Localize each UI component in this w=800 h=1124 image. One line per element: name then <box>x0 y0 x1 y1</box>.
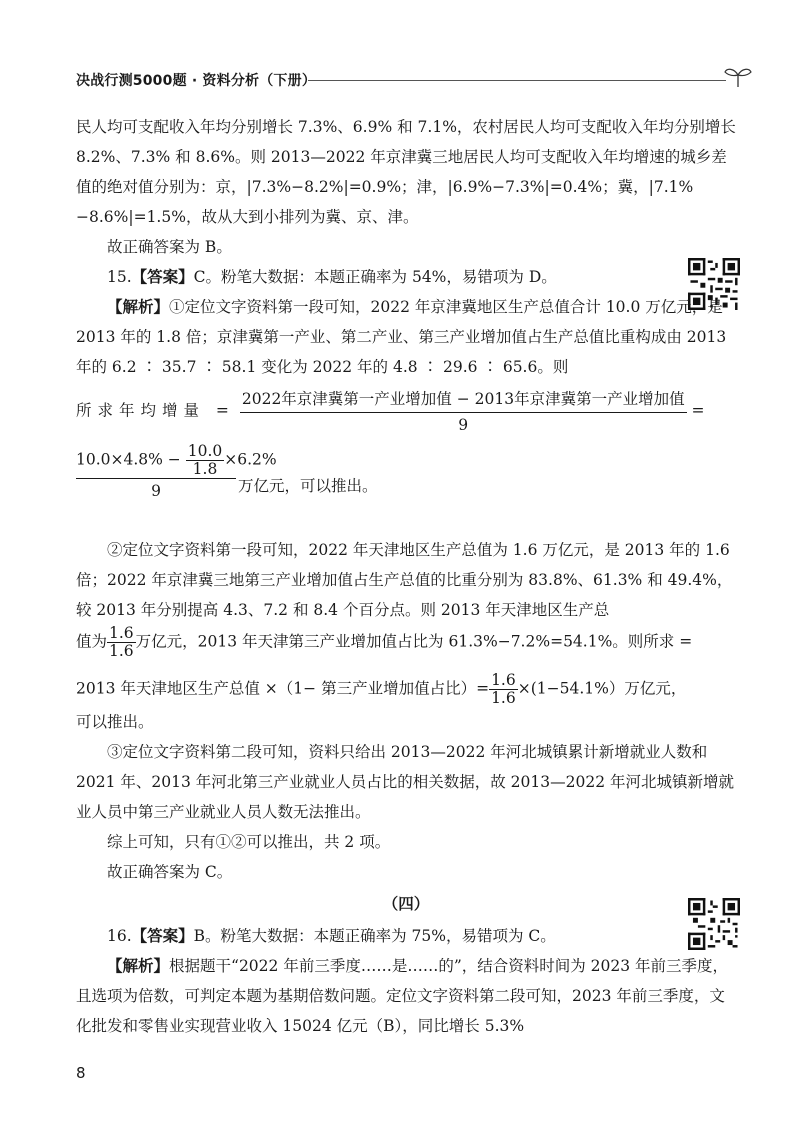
q15-number: 15. <box>107 268 132 286</box>
q15-answer-text: C。粉笔大数据：本题正确率为 54%，易错项为 D。 <box>193 268 557 286</box>
fraction-numerator: 1.6 <box>491 671 516 689</box>
header-rule <box>308 80 726 81</box>
paragraph: 民人均可支配收入年均分别增长 7.3%、6.9% 和 7.1%，农村居民人均可支配收入年均分别增长 8.2%、7.3% 和 8.6%。则 2013—2022 年京津冀三地居民人均可支配收入年均增速的城乡差值的绝对值分别为：京，|7.3%−8.2%|=0.9%；津，|6.9%−7.3%|=0.4%；冀，|7.1%−8.6%|=1.5%，故从大到小排列为冀、京、津。 <box>76 118 736 226</box>
q15-section-2-cont <box>76 625 736 660</box>
fraction <box>489 672 518 707</box>
text: 万亿元，2013 年天津第三产业增加值占比为 61.3%−7.2%=54.1%。则所求 = <box>135 632 693 651</box>
inner-denominator: 1.8 <box>192 460 218 478</box>
sprout-icon <box>724 66 752 88</box>
formula-outer-fraction <box>76 442 277 503</box>
inner-numerator: 10.0 <box>187 442 223 460</box>
text: 值为 <box>76 632 108 651</box>
book-title: 决战行测5000题 · 资料分析（下册） <box>76 73 317 89</box>
page-body <box>76 112 736 1041</box>
q15-section-3: ③定位文字资料第二段可知，资料只给出 2013—2022 年河北城镇累计新增就业人数和 2021 年、2013 年河北第三产业就业人员占比的相关数据，故 2013—2022 年河北城镇新增就业人员中第三产业就业人员人数无法推出。 <box>76 743 734 821</box>
text: ×(1−54.1%）万亿元， <box>517 679 687 698</box>
formula-expression <box>76 443 736 523</box>
answer-label: 【答案】 <box>131 926 194 945</box>
section-title: （四） <box>382 894 430 913</box>
q16-number: 16. <box>107 927 132 945</box>
q15-section-2: ②定位文字资料第一段可知，2022 年天津地区生产总值为 1.6 万亿元，是 2013 年的 1.6 倍；2022 年京津冀三地第三产业增加值占生产总值的比重分别为 83.8%、61.3% 和 49.4%，较 2013 年分别提高 4.3、7.2 和 8.4 个百分点。则 2013 年天津地区生产总 <box>76 541 733 619</box>
formula-denominator: 9 <box>458 416 469 434</box>
fraction-denominator: 1.6 <box>109 642 134 660</box>
formula-numerator: 2022年京津冀第一产业增加值 − 2013年京津冀第一产业增加值 <box>240 386 687 413</box>
formula-term-a: 10.0×4.8% − <box>76 450 181 469</box>
answer-label: 【答案】 <box>131 267 194 286</box>
running-header <box>76 66 756 92</box>
q16-analysis <box>76 951 736 1041</box>
formula-outer-denominator: 9 <box>151 482 161 500</box>
formula-lead: 所求年均增量 = <box>76 401 235 420</box>
q15-final: 故正确答案为 C。 <box>107 863 233 881</box>
fraction <box>107 625 136 660</box>
q16-answer-text: B。粉笔大数据：本题正确率为 75%，易错项为 C。 <box>193 927 556 945</box>
analysis-label: 【解析】 <box>107 956 170 975</box>
formula-tail: 万亿元，可以推出。 <box>238 477 378 495</box>
formula-annual-increase <box>76 386 736 437</box>
formula-equals: = <box>691 401 705 420</box>
page-number: 8 <box>76 1064 86 1082</box>
q15-analysis-text: ①定位文字资料第一段可知，2022 年京津冀地区生产总值合计 10.0 万亿元，是 2013 年的 1.8 倍；京津冀第一产业、第二产业、第三产业增加值占生产总值比重构成由 2013 年的 6.2 ∶ 35.7 ∶ 58.1 变化为 2022 年的 4.8 ∶ 29.6 ∶ 65.6。则 <box>76 298 727 376</box>
formula-inner-fraction <box>186 443 225 478</box>
text: 2013 年天津地区生产总值 ×（1− 第三产业增加值占比）= <box>76 679 490 698</box>
formula-outer-numerator <box>76 442 277 478</box>
q15-section-2-formula <box>76 672 736 707</box>
q16-answer <box>76 921 736 951</box>
q15-analysis <box>76 292 736 382</box>
q15-section-2-end: 可以推出。 <box>76 713 154 731</box>
analysis-label: 【解析】 <box>107 297 170 316</box>
paragraph-answer: 故正确答案为 B。 <box>107 238 232 256</box>
fraction-numerator: 1.6 <box>109 624 134 642</box>
formula-fraction <box>240 386 687 437</box>
q16-analysis-text: 根据题干“2022 年前三季度……是……的”，结合资料时间为 2023 年前三季度，且选项为倍数，可判定本题为基期倍数问题。定位文字资料第二段可知，2023 年前三季度，文化批发和零售业实现营业收入 15024 亿元（B），同比增长 5.3% <box>76 957 729 1035</box>
q15-answer <box>76 262 736 292</box>
formula-term-b: ×6.2% <box>224 450 277 469</box>
q15-summary: 综上可知，只有①②可以推出，共 2 项。 <box>107 833 391 851</box>
fraction-denominator: 1.6 <box>491 689 516 707</box>
